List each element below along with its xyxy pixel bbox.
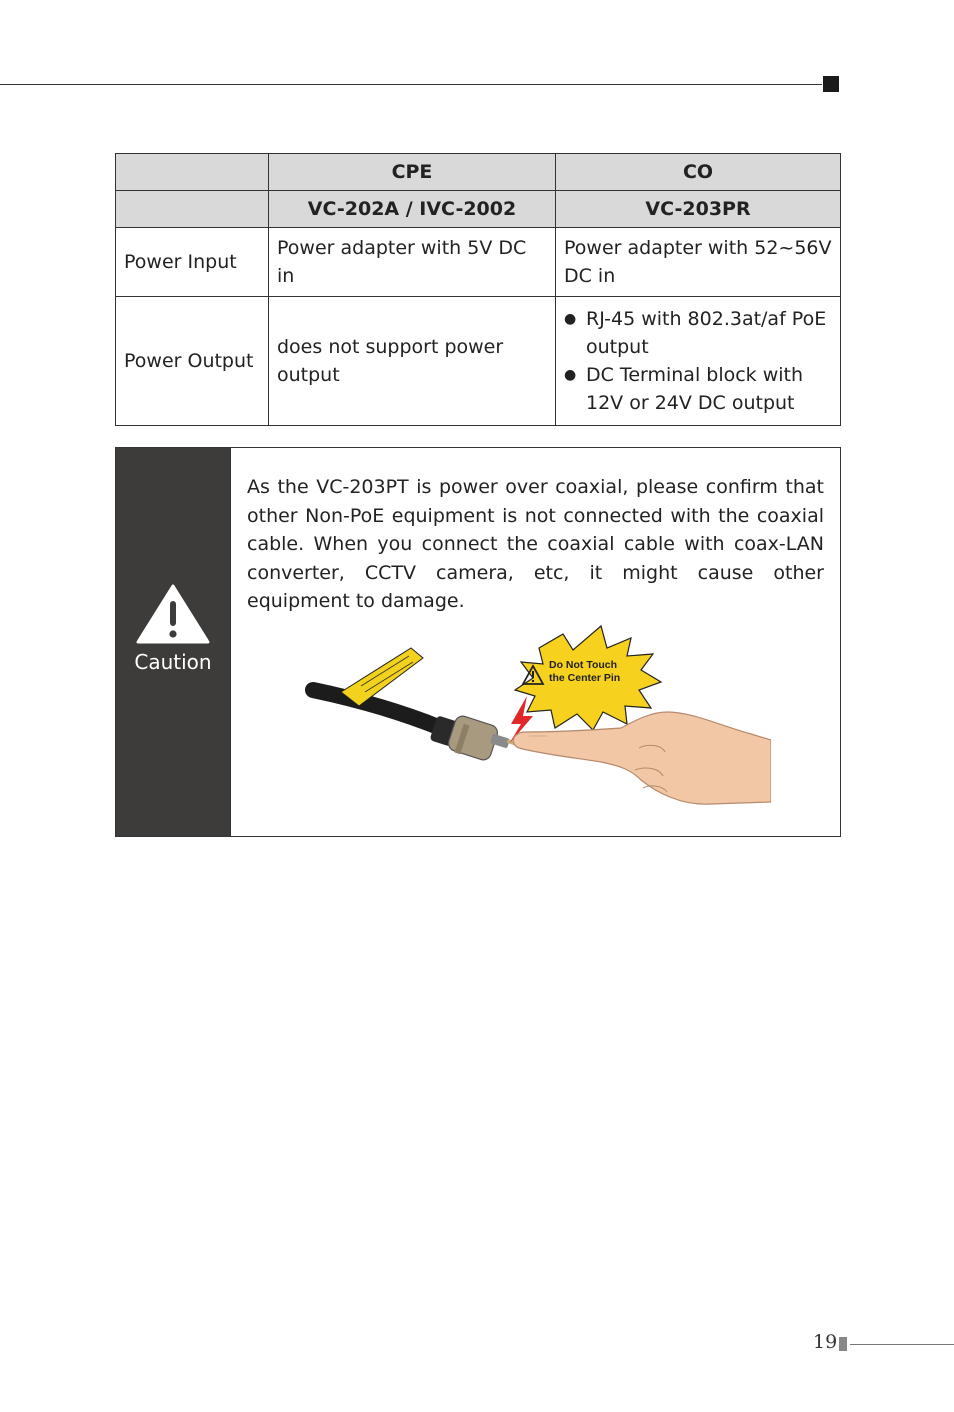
model-empty-cell — [116, 191, 269, 228]
cell-co-power-input: Power adapter with 52~56V DC in — [556, 228, 841, 297]
top-square-marker — [823, 76, 839, 92]
page-number-rule — [850, 1344, 954, 1345]
caution-box — [115, 447, 841, 837]
top-rule — [0, 84, 822, 85]
model-cpe: VC-202A / IVC-2002 — [269, 191, 556, 228]
cell-co-power-output — [556, 297, 841, 426]
table-row — [116, 297, 841, 426]
warning-triangle-icon — [136, 584, 210, 644]
spec-table — [115, 153, 841, 426]
warning-line-2: the Center Pin — [549, 672, 621, 684]
model-co: VC-203PR — [556, 191, 841, 228]
coax-cable-icon — [313, 648, 521, 762]
row-label-power-output: Power Output — [116, 297, 269, 426]
header-cpe: CPE — [269, 154, 556, 191]
coax-warning-illustration — [301, 620, 771, 826]
table-model-row — [116, 191, 841, 228]
caution-content — [230, 448, 840, 836]
table-header-row — [116, 154, 841, 191]
caution-sidebar — [116, 448, 230, 836]
list-item: ● RJ-45 with 802.3at/af PoE output — [564, 305, 832, 361]
page-number: 19 — [813, 1331, 838, 1353]
header-co: CO — [556, 154, 841, 191]
cell-cpe-power-input: Power adapter with 5V DC in — [269, 228, 556, 297]
page-number-marker — [839, 1337, 847, 1351]
header-empty-cell — [116, 154, 269, 191]
list-item: ● DC Terminal block with 12V or 24V DC output — [564, 361, 832, 417]
row-label-power-input: Power Input — [116, 228, 269, 297]
pointing-hand-icon — [513, 712, 771, 804]
co-output-list — [564, 305, 832, 417]
cell-cpe-power-output: does not support power output — [269, 297, 556, 426]
caution-label: Caution — [134, 650, 212, 674]
warning-line-1: Do Not Touch — [549, 659, 618, 671]
table-row — [116, 228, 841, 297]
caution-text: As the VC-203PT is power over coaxial, please confirm that other Non-PoE equipment is not connected with the coaxial cable. When you connect the coaxial cable with coax-LAN converter, CCTV camera, etc, it might cause other equipment to damage. — [247, 476, 824, 612]
